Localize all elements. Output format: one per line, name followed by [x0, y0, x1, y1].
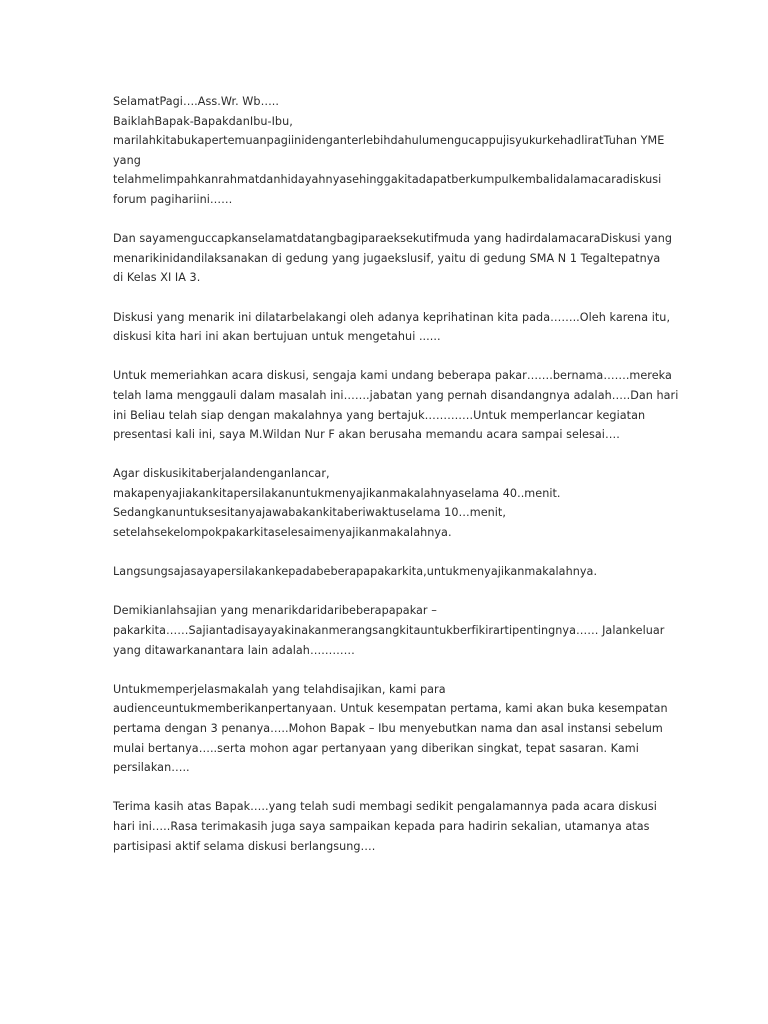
paragraph-speakers	[113, 366, 679, 444]
text-line: pakarkita……Sajiantadisayayakinakanmerangsangkitauntukberfikirartipentingnya…… Jalankeluar	[113, 624, 665, 638]
text-line: Sedangkanuntuksesitanyajawabakankitaberiwaktuselama 10…menit,	[113, 506, 506, 520]
paragraph-schedule	[113, 464, 673, 542]
text-line: Untukmemperjelasmakalah yang telahdisajikan, kami para	[113, 682, 446, 696]
paragraph-summary	[113, 601, 673, 660]
text-line: yang	[113, 153, 141, 167]
text-line: presentasi kali ini, saya M.Wildan Nur F akan berusaha memandu acara sampai selesai….	[113, 428, 620, 442]
text-line: mulai bertanya…..serta mohon agar pertanyaan yang diberikan singkat, tepat sasaran. Kami	[113, 741, 639, 755]
text-line: Diskusi yang menarik ini dilatarbelakangi oleh adanya keprihatinan kita pada……..Oleh karena itu,	[113, 310, 671, 324]
text-line: menarikinidandilaksanakan di gedung yang jugaekslusif, yaitu di gedung SMA N 1 Tegaltepatnya	[113, 251, 661, 265]
document-body	[113, 92, 679, 876]
paragraph-opening	[113, 92, 673, 210]
text-line: Agar diskusikitaberjalandenganlancar,	[113, 467, 330, 481]
text-line: persilakan…..	[113, 761, 190, 775]
text-line: hari ini…..Rasa terimakasih juga saya sampaikan kepada para hadirin sekalian, utamanya atas	[113, 819, 650, 833]
text-line: pertama dengan 3 penanya…..Mohon Bapak – Ibu menyebutkan nama dan asal instansi sebelum	[113, 722, 663, 735]
paragraph-closing	[113, 797, 673, 856]
text-line: yang ditawarkanantara lain adalah…………	[113, 643, 355, 657]
paragraph-background	[113, 308, 673, 347]
text-line: Dan sayamenguccapkanselamatdatangbagiparaeksekutifmuda yang hadirdalamacaraDiskusi yang	[113, 232, 673, 246]
text-line: forum pagihariini……	[113, 192, 233, 206]
paragraph-questions	[113, 680, 673, 778]
text-line: telahmelimpahkanrahmatdanhidayahnyasehinggakitadapatberkumpulkembalidalamacaradiskusi	[113, 173, 662, 187]
text-line: makapenyajiakankitapersilakanuntukmenyajikanmakalahnyaselama 40..menit.	[113, 486, 561, 500]
text-line: Demikianlahsajian yang menarikdaridaribeberapapakar –	[113, 604, 437, 618]
text-line: diskusi kita hari ini akan bertujuan untuk mengetahui ......	[113, 330, 441, 344]
text-line: audienceuntukmemberikanpertanyaan. Untuk kesempatan pertama, kami akan buka kesempatan	[113, 702, 668, 716]
text-line: SelamatPagi….Ass.Wr. Wb…..	[113, 95, 280, 108]
text-line: Terima kasih atas Bapak…..yang telah sudi membagi sedikit pengalamannya pada acara diskusi	[113, 800, 657, 814]
text-line: marilahkitabukapertemuanpagiinidenganterlebihdahulumengucappujisyukurkehadliratTuhan YME	[113, 134, 665, 148]
text-line: Untuk memeriahkan acara diskusi, sengaja kami undang beberapa pakar…….bernama…….mereka	[113, 369, 672, 383]
paragraph-invitation	[113, 562, 673, 582]
text-line: di Kelas XI IA 3.	[113, 271, 201, 285]
text-line: partisipasi aktif selama diskusi berlangsung….	[113, 839, 376, 853]
text-line: setelahsekelompokpakarkitaselesaimenyajikanmakalahnya.	[113, 526, 452, 540]
paragraph-welcome	[113, 229, 673, 288]
text-line: telah lama menggauli dalam masalah ini…….jabatan yang pernah disandangnya adalah…..Dan hari	[113, 388, 679, 402]
text-line: BaiklahBapak-BapakdanIbu-Ibu,	[113, 114, 293, 128]
text-line: Langsungsajasayapersilakankepadabeberapapakarkita,untukmenyajikanmakalahnya.	[113, 565, 598, 579]
text-line: ini Beliau telah siap dengan makalahnya yang bertajuk………….Untuk memperlancar kegiatan	[113, 408, 646, 422]
